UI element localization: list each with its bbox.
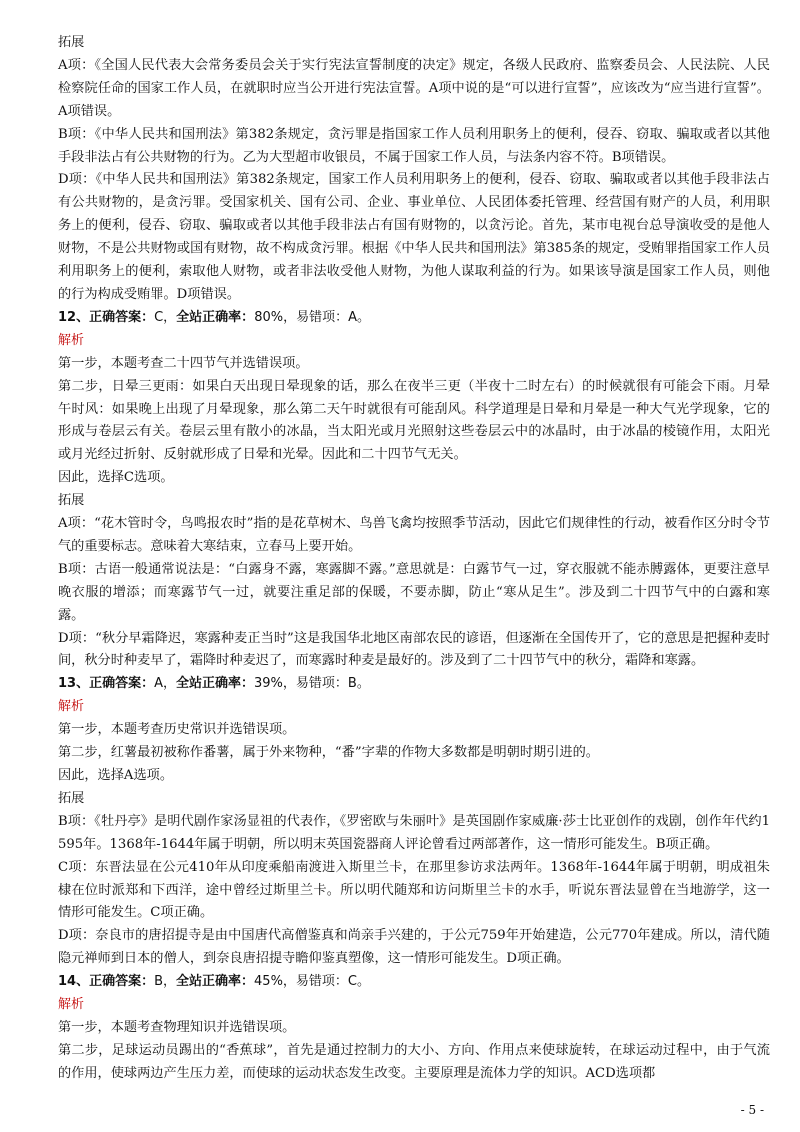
section-heading: 拓展 bbox=[58, 493, 85, 509]
document-body bbox=[58, 32, 770, 1086]
section-heading: 拓展 bbox=[58, 35, 85, 50]
paragraph: 第二步，足球运动员踢出的“香蕉球”，首先是通过控制力的大小、方向、作用点来使球旋转，在球运动过程中，由于气流的作用，使球两边产生压力差，而使球的运动状态发生改变。主要原理是流体力学的知识。ACD选项都 bbox=[58, 1042, 770, 1081]
paragraph: 因此，选择A选项。 bbox=[58, 768, 174, 783]
paragraph: B项：古语一般通常说法是：“白露身不露，寒露脚不露。”意思就是：白露节气一过，穿衣服就不能赤膊露体，更要注意早晚衣服的增添；而寒露节气一过，就要注重足部的保暖，不要赤脚，防止“寒从足生”。涉及到二十四节气中的白露和寒露。 bbox=[58, 561, 770, 623]
answer-text: B， bbox=[154, 974, 177, 990]
paragraph: D项：《中华人民共和国刑法》第382条规定，国家工作人员利用职务上的便利，侵吞、窃取、骗取或者以其他手段非法占有公共财物的，是贪污罪。受国家机关、国有公司、企业、事业单位、人民团体委托管理、经营国有财产的人员，利用职务上的便利，侵吞、窃取、骗取或者以其他手段非法占有国有财物的，以贪污论。首先，某市电视台总导演收受的是他人财物，不是公共财物或国有财物，故不构成贪污罪。根据《中华人民共和国刑法》第385条的规定，受贿罪指国家工作人员利用职务上的便利，索取他人财物，或者非法收受他人财物，为他人谋取利益的行为。如果该导演是国家工作人员，则他的行为构成受贿罪。D项错误。 bbox=[58, 172, 770, 302]
paragraph: 第一步，本题考查二十四节气并选错误项。 bbox=[58, 355, 309, 371]
answer-text: C， bbox=[154, 309, 177, 325]
paragraph: 第一步，本题考查历史常识并选错误项。 bbox=[58, 722, 296, 738]
paragraph: 第二步，日晕三更雨：如果白天出现日晕现象的话，那么在夜半三更（半夜十二时左右）的时候就很有可能会下雨。月晕午时风：如果晚上出现了月晕现象，那么第二天午时就很有可能刮风。科学道理是日晕和月晕是一种大气光学现象，它的形成与卷层云有关。卷层云里有散小的冰晶，当太阳光或月光照射这些卷层云中的冰晶时，由于冰晶的棱镜作用，太阳光或月光经过折射、反射就形成了日晕和光晕。因此和二十四节气无关。 bbox=[58, 378, 770, 463]
section-heading: 拓展 bbox=[58, 790, 85, 806]
page-number: - 5 - bbox=[740, 1103, 764, 1117]
answer-line bbox=[58, 673, 770, 696]
paragraph: A项：“花木管时令，鸟鸣报农时”指的是花草树木、鸟兽飞禽均按照季节活动，因此它们规律性的行动，被看作区分时令节气的重要标志。意味着大寒结束，立春马上要开始。 bbox=[58, 516, 770, 554]
analysis-heading: 解析 bbox=[58, 699, 85, 715]
paragraph: B项：《牡丹亭》是明代剧作家汤显祖的代表作，《罗密欧与朱丽叶》是英国剧作家威廉·莎士比亚创作的戏剧，创作年代约1595年。1368年-1644年属于明朝，所以明末英国瓷器商人评论曾看过两部著作，这一情形可能发生。B项正确。 bbox=[58, 813, 770, 852]
answer-text2: 39%，易错项：B。 bbox=[254, 676, 370, 692]
paragraph: D项：奈良市的唐招提寺是由中国唐代高僧鉴真和尚亲手兴建的，于公元759年开始建造，公元770年建成。所以，清代随隐元禅师到日本的僧人，到奈良唐招提寺瞻仰鉴真塑像，这一情形可能发生。D项正确。 bbox=[58, 928, 770, 967]
answer-strong2: 全站正确率： bbox=[176, 309, 255, 325]
analysis-heading: 解析 bbox=[58, 997, 85, 1013]
answer-line bbox=[58, 307, 770, 330]
answer-strong: 14、正确答案： bbox=[58, 974, 155, 990]
paragraph: C项：东晋法显在公元410年从印度乘船南渡进入斯里兰卡，在那里参访求法两年。1368年-1644年属于明朝，明成祖朱棣在位时派郑和下西洋，途中曾经过斯里兰卡。所以明代随郑和访问斯里兰卡的水手，听说东晋法显曾在当地游学，这一情形可能发生。C项正确。 bbox=[58, 859, 770, 921]
paragraph: B项：《中华人民共和国刑法》第382条规定，贪污罪是指国家工作人员利用职务上的便利，侵吞、窃取、骗取或者以其他手段非法占有公共财物的行为。乙为大型超市收银员，不属于国家工作人员，与法条内容不符。B项错误。 bbox=[58, 126, 770, 165]
paragraph: A项：《全国人民代表大会常务委员会关于实行宪法宣誓制度的决定》规定，各级人民政府、监察委员会、人民法院、人民检察院任命的国家工作人员，在就职时应当公开进行宪法宣誓。A项中说的是“可以进行宣誓”，应该改为“应当进行宣誓”。A项错误。 bbox=[58, 57, 770, 119]
paragraph: D项：“秋分早霜降迟，寒露种麦正当时”这是我国华北地区南部农民的谚语，但逐渐在全国传开了，它的意思是把握种麦时间，秋分时种麦早了，霜降时种麦迟了，而寒露时种麦是最好的。涉及到了二十四节气中的秋分，霜降和寒露。 bbox=[58, 630, 770, 669]
answer-text2: 45%，易错项：C。 bbox=[254, 974, 371, 990]
paragraph: 第一步，本题考查物理知识并选错误项。 bbox=[58, 1019, 296, 1035]
answer-text: A， bbox=[154, 676, 176, 692]
answer-strong2: 全站正确率： bbox=[176, 676, 255, 692]
analysis-heading: 解析 bbox=[58, 332, 85, 348]
answer-strong: 12、正确答案： bbox=[58, 309, 155, 325]
answer-text2: 80%，易错项：A。 bbox=[254, 309, 370, 325]
paragraph: 因此，选择C选项。 bbox=[58, 470, 174, 486]
answer-strong2: 全站正确率： bbox=[176, 974, 255, 990]
answer-strong: 13、正确答案： bbox=[58, 676, 155, 692]
paragraph: 第二步，红薯最初被称作番薯，属于外来物种，“番”字辈的作物大多数都是明朝时期引进的。 bbox=[58, 745, 599, 761]
answer-line bbox=[58, 971, 770, 994]
